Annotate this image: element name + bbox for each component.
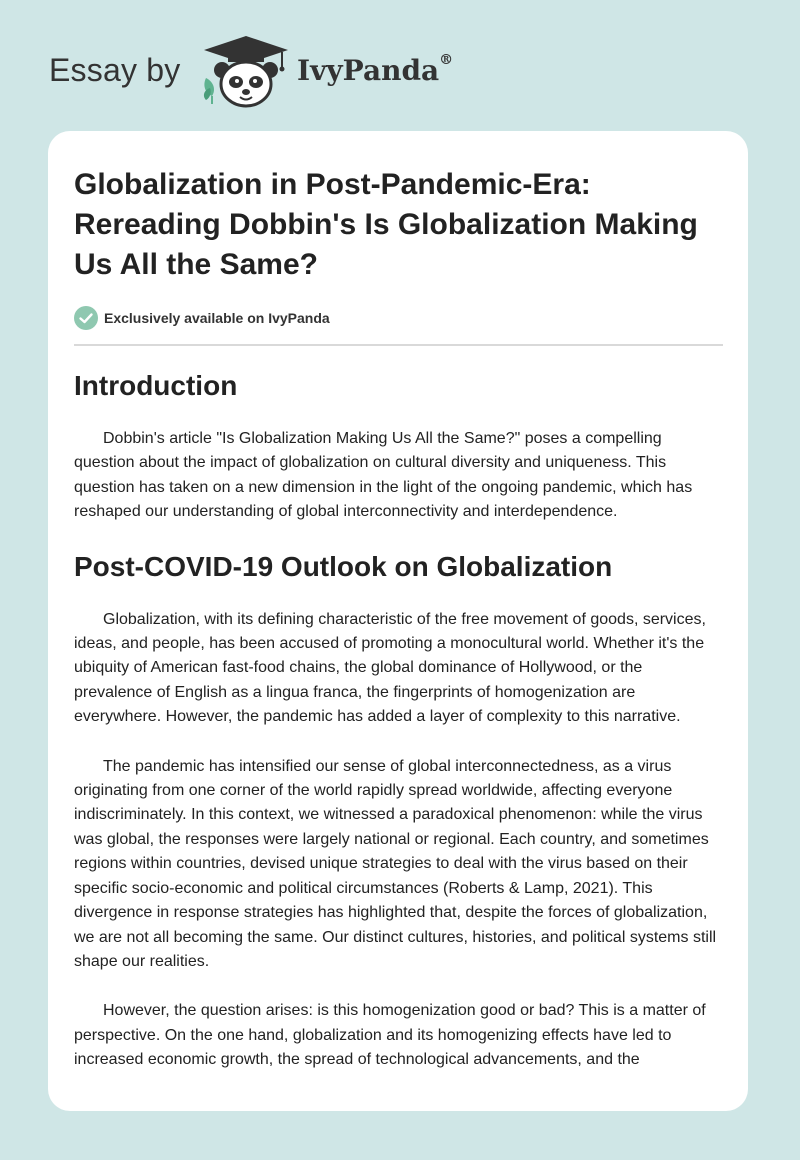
brand-name[interactable]	[297, 54, 453, 87]
check-circle-icon	[74, 306, 98, 330]
paragraph: The pandemic has intensified our sense of global interconnectedness, as a virus originating from one corner of the world rapidly spread worldwide, affecting everyone indiscriminately. In this context, we witnessed a paradoxical phenomenon: while the virus was global, the responses were largely national or regional. Each country, and sometimes regions within countries, devised unique strategies to deal with the virus based on their specific socio-economic and political circumstances (Roberts & Lamp, 2021). This divergence in response strategies has highlighted that, despite the forces of globalization, we are not all becoming the same. Our distinct cultures, histories, and political systems still shape our realities.	[74, 757, 717, 970]
panda-graduation-cap-logo-icon[interactable]	[200, 34, 292, 110]
essay-by-label: Essay by	[49, 52, 181, 88]
essay-body	[74, 367, 724, 1073]
paragraph: Dobbin's article "Is Globalization Making Us All the Same?" poses a compelling question about the impact of globalization on cultural diversity and uniqueness. This question has taken on a new dimension in the light of the ongoing pandemic, which has reshaped our understanding of global interconnectivity and interdependence.	[74, 430, 693, 521]
exclusive-badge	[74, 305, 330, 331]
essay-title: Globalization in Post-Pandemic-Era: Rereading Dobbin's Is Globalization Making Us All the Same?	[74, 168, 698, 281]
site-header	[0, 0, 800, 130]
exclusive-badge-text: Exclusively available on IvyPanda	[104, 310, 330, 326]
section-heading-post-covid: Post-COVID-19 Outlook on Globalization	[74, 550, 613, 582]
paragraph: However, the question arises: is this homogenization good or bad? This is a matter of perspective. On the one hand, globalization and its homogenizing effects have led to increased economic growth, the spread of technological advancements, and the	[74, 1002, 706, 1069]
brand-name-text: IvyPanda	[297, 54, 440, 87]
paragraph: Globalization, with its defining characteristic of the free movement of goods, services, ideas, and people, has been accused of promoting a monocultural world. Whether it's the ubiquity of American fast-food chains, the global dominance of Hollywood, or the prevalence of English as a lingua franca, the fingerprints of homogenization are everywhere. However, the pandemic has added a layer of complexity to this narrative.	[74, 610, 706, 726]
essay-card	[48, 131, 748, 1111]
title-divider	[74, 344, 723, 346]
registered-mark: ®	[439, 52, 454, 68]
section-heading-introduction: Introduction	[74, 370, 238, 401]
